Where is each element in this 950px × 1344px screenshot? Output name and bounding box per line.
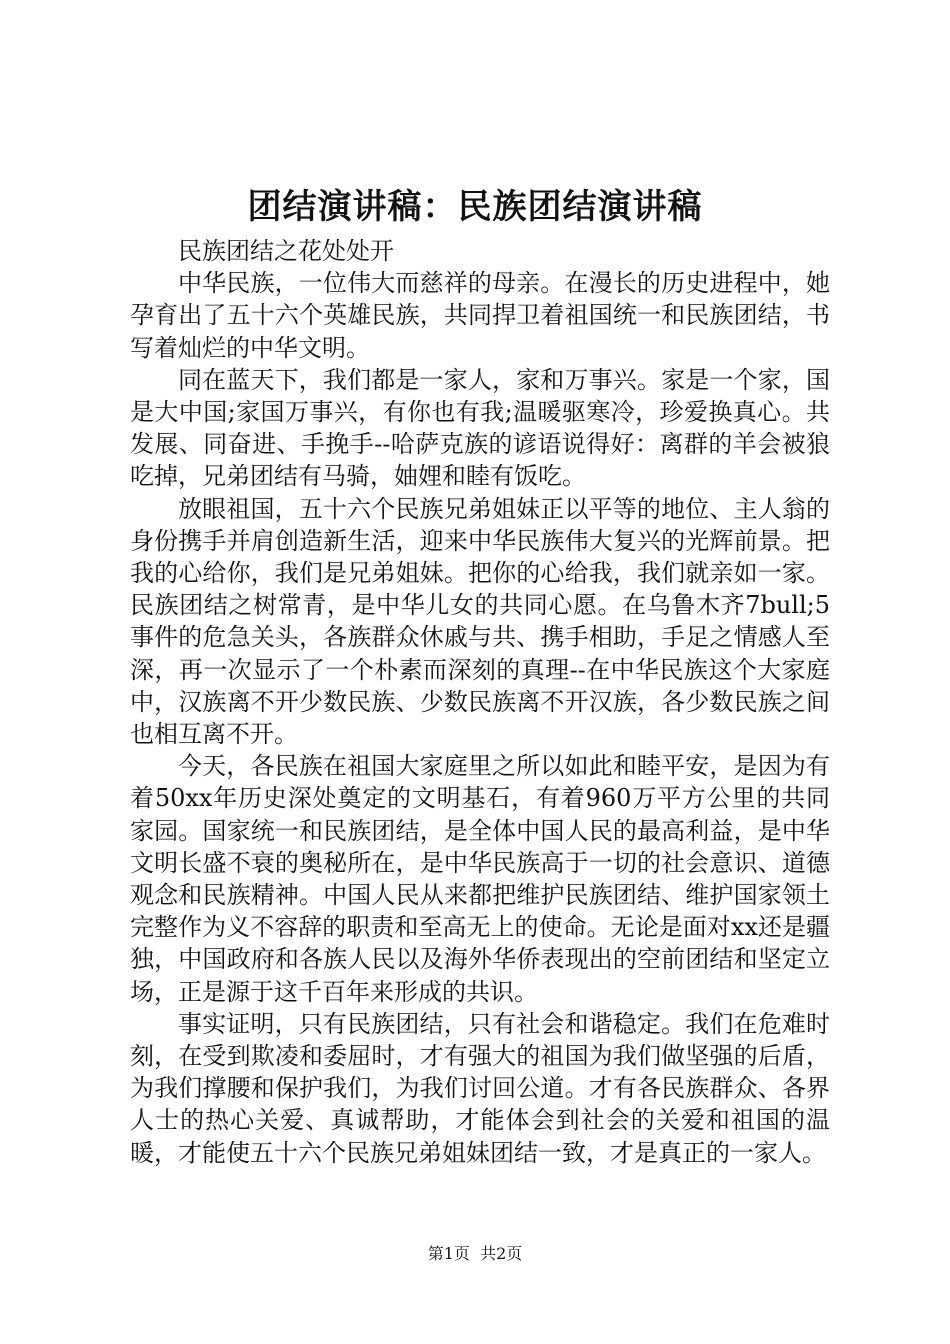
body-paragraph: 中华民族，一位伟大而慈祥的母亲。在漫长的历史进程中，她孕育出了五十六个英雄民族，共同捍卫着祖国统一和民族团结，书写着灿烂的中华文明。: [130, 269, 830, 362]
document-body: [130, 235, 830, 1169]
page-number: 第1页 共2页: [427, 1244, 523, 1263]
body-paragraph: 同在蓝天下，我们都是一家人，家和万事兴。家是一个家，国是大中国;家国万事兴，有你也有我;温暖驱寒冷，珍爱换真心。共发展、同奋进、手挽手--哈萨克族的谚语说得好：离群的羊会被狼吃掉，兄弟团结有马骑，妯娌和睦有饭吃。: [130, 365, 830, 491]
body-paragraph: 放眼祖国，五十六个民族兄弟姐妹正以平等的地位、主人翁的身份携手并肩创造新生活，迎来中华民族伟大复兴的光辉前景。把我的心给你，我们是兄弟姐妹。把你的心给我，我们就亲如一家。民族团结之树常青，是中华儿女的共同心愿。在乌鲁木齐7bull;5事件的危急关头，各族群众休戚与共、携手相助，手足之情感人至深，再一次显示了一个朴素而深刻的真理--在中华民族这个大家庭中，汉族离不开少数民族、少数民族离不开汉族，各少数民族之间也相互离不开。: [130, 494, 830, 749]
document-title: 团结演讲稿：民族团结演讲稿: [247, 187, 703, 227]
page-footer: [0, 1243, 950, 1265]
body-paragraph: 今天，各民族在祖国大家庭里之所以如此和睦平安，是因为有着50xx年历史深处奠定的文明基石，有着960万平方公里的共同家园。国家统一和民族团结，是全体中国人民的最高利益，是中华文明长盛不衰的奥秘所在，是中华民族高于一切的社会意识、道德观念和民族精神。中国人民从来都把维护民族团结、维护国家领土完整作为义不容辞的职责和至高无上的使命。无论是面对xx还是疆独，中国政府和各族人民以及海外华侨表现出的空前团结和坚定立场，正是源于这千百年来形成的共识。: [130, 752, 830, 1006]
subtitle-paragraph: 民族团结之花处处开: [178, 237, 394, 265]
body-paragraph: 事实证明，只有民族团结，只有社会和谐稳定。我们在危难时刻，在受到欺凌和委屈时，才有强大的祖国为我们做坚强的后盾，为我们撑腰和保护我们，为我们讨回公道。才有各民族群众、各界人士的热心关爱、真诚帮助，才能体会到社会的关爱和祖国的温暖，才能使五十六个民族兄弟姐妹团结一致，才是真正的一家人。: [130, 1009, 830, 1167]
